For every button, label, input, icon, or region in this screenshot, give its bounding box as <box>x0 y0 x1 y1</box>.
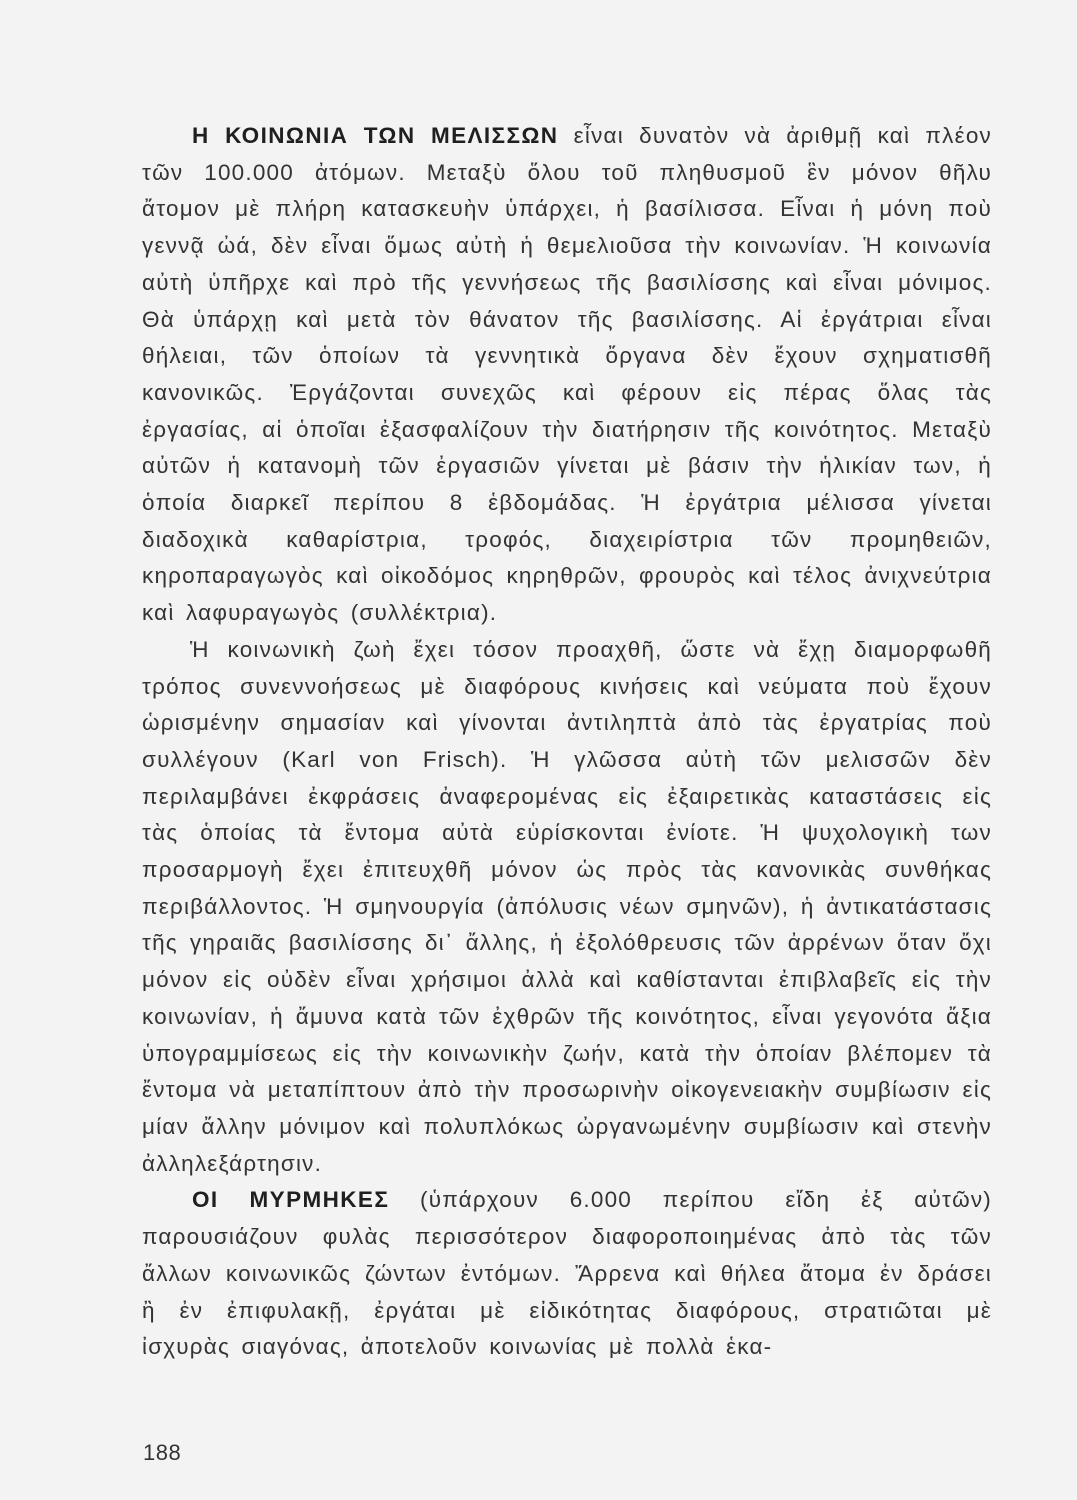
paragraph-bees <box>142 118 992 632</box>
paragraph-text: (ὑπάρχουν 6.000 περίπου εἴδη ἐξ αὐτῶν) παρουσιάζουν φυλὰς περισσότερον διαφοροποιημένας ἀπὸ τὰς τῶν ἄλλων κοινωνικῶς ζώντων ἐντόμων. Ἄρρενα καὶ θήλεα ἄτομα ἐν δράσει ἢ ἐν ἐπιφυλακῇ, ἐργάται μὲ εἰδικότητας διαφόρους, στρατιῶται μὲ ἰσχυρὰς σιαγόνας, ἀποτελοῦν κοινωνίας μὲ πολλὰ ἑκα- <box>142 1187 992 1360</box>
paragraph-text: Ἡ κοινωνικὴ ζωὴ ἔχει τόσον προαχθῆ, ὥστε νὰ ἔχῃ διαμορφωθῆ τρόπος συνεννοήσεως μὲ διαφόρους κινήσεις καὶ νεύματα ποὺ ἔχουν ὡρισμένην σημασίαν καὶ γίνονται ἀντιληπτὰ ἀπὸ τὰς ἐργατρίας ποὺ συλλέγουν (Karl von Frisch). Ἡ γλῶσσα αὐτὴ τῶν μελισσῶν δὲν περιλαμβάνει ἐκφράσεις ἀναφερομένας εἰς ἐξαιρετικὰς καταστάσεις εἰς τὰς ὁποίας τὰ ἔντομα αὐτὰ εὑρίσκονται ἐνίοτε. Ἡ ψυχολογικὴ των προσαρμογὴ ἔχει ἐπιτευχθῆ μόνον ὡς πρὸς τὰς κανονικὰς συνθήκας περιβάλλοντος. Ἡ σμηνουργία (ἀπόλυσις νέων σμηνῶν), ἡ ἀντικατάστασις τῆς γηραιᾶς βασιλίσσης δι᾽ ἄλλης, ἡ ἐξολόθρευσις τῶν ἀρρένων ὅταν ὄχι μόνον εἰς οὐδὲν εἶναι χρήσιμοι ἀλλὰ καὶ καθίστανται ἐπιβλαβεῖς εἰς τὴν κοινωνίαν, ἡ ἄμυνα κατὰ τῶν ἐχθρῶν τῆς κοινότητος, εἶναι γεγονότα ἄξια ὑπογραμμίσεως εἰς τὴν κοινωνικὴν ζωήν, κατὰ τὴν ὁποίαν βλέπομεν τὰ ἔντομα νὰ μεταπίπτουν ἀπὸ τὴν προσωρινὴν οἰκογενειακὴν συμβίωσιν εἰς μίαν ἄλλην μόνιμον καὶ πολυπλόκως ὠργανωμένην συμβίωσιν καὶ στενὴν ἀλληλεξάρτησιν. <box>142 636 992 1176</box>
paragraph-bee-communication <box>142 632 992 1183</box>
section-heading-bees: Η ΚΟΙΝΩΝΙΑ ΤΩΝ ΜΕΛΙΣΣΩΝ <box>192 123 559 148</box>
paragraph-text: εἶναι δυνατὸν νὰ ἀριθμῇ καὶ πλέον τῶν 100.000 ἀτόμων. Μεταξὺ ὅλου τοῦ πληθυσμοῦ ἓν μόνον θῆλυ ἄτομον μὲ πλήρη κατασκευὴν ὑπάρχει, ἡ βασίλισσα. Εἶναι ἡ μόνη ποὺ γεννᾷ ὠά, δὲν εἶναι ὅμως αὐτὴ ἡ θεμελιοῦσα τὴν κοινωνίαν. Ἡ κοινωνία αὐτὴ ὑπῆρχε καὶ πρὸ τῆς γεννήσεως τῆς βασιλίσσης καὶ εἶναι μόνιμος. Θὰ ὑπάρχῃ καὶ μετὰ τὸν θάνατον τῆς βασιλίσσης. Αἱ ἐργάτριαι εἶναι θήλειαι, τῶν ὁποίων τὰ γεννητικὰ ὄργανα δὲν ἔχουν σχηματισθῆ κανονικῶς. Ἐργάζονται συνεχῶς καὶ φέρουν εἰς πέρας ὅλας τὰς ἐργασίας, αἱ ὁποῖαι ἐξασφαλίζουν τὴν διατήρησιν τῆς κοινότητος. Μεταξὺ αὐτῶν ἡ κατανομὴ τῶν ἐργασιῶν γίνεται μὲ βάσιν τὴν ἡλικίαν των, ἡ ὁποία διαρκεῖ περίπου 8 ἑβδομάδας. Ἡ ἐργάτρια μέλισσα γίνεται διαδοχικὰ καθαρίστρια, τροφός, διαχειρίστρια τῶν προμηθειῶν, κηροπαραγωγὸς καὶ οἰκοδόμος κηρηθρῶν, φρουρὸς καὶ τέλος ἀνιχνεύτρια καὶ λαφυραγωγὸς (συλλέκτρια). <box>142 123 993 626</box>
body-text <box>142 118 992 1366</box>
section-heading-ants: ΟΙ ΜΥΡΜΗΚΕΣ <box>192 1187 390 1213</box>
page-number: 188 <box>143 1440 182 1465</box>
paragraph-ants <box>142 1182 992 1366</box>
